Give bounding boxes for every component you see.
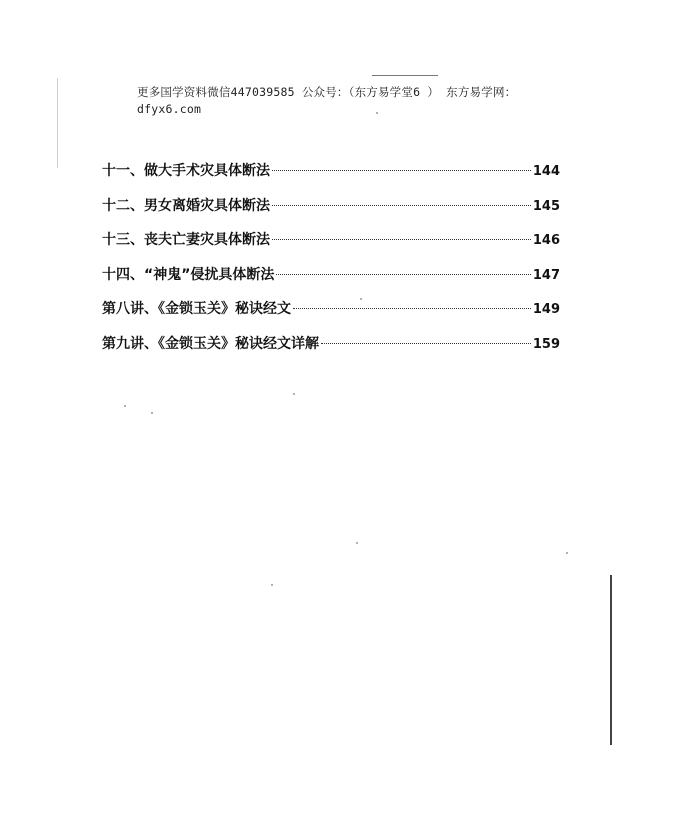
toc-entry-page: 144 [532,164,560,179]
toc-entry [102,195,560,230]
toc-entry [102,229,560,264]
toc-entry-title: 十一、做大手术灾具体断法 [102,163,270,179]
toc-entry-title: 第九讲、《金锁玉关》秘诀经文详解 [102,335,319,352]
scan-edge-right [610,575,612,745]
toc-entry-page: 159 [532,336,560,352]
toc-leader-dots [321,343,531,344]
toc-leader-dots [293,308,531,309]
toc-entry [102,264,560,299]
scan-edge-left [57,78,58,168]
toc-leader-dots [276,274,530,275]
scan-speck [376,112,378,114]
scan-speck [356,542,358,544]
toc-entry-title: 第八讲、《金锁玉关》秘诀经文 [102,301,291,317]
scan-speck [271,584,273,586]
scan-speck [151,412,153,414]
watermark-line-2: dfyx6.com [137,102,202,116]
toc-entry-title: 十四、“神鬼”侵扰具体断法 [102,266,275,283]
toc-entry-page: 147 [532,267,560,283]
top-rule [372,75,438,76]
toc-entry-page: 149 [532,302,560,317]
scan-speck [124,405,126,407]
toc-leader-dots [272,239,531,240]
scan-speck [293,393,295,395]
toc-entry-page: 146 [532,233,560,248]
toc-entry [102,298,560,333]
toc-entry [102,333,560,368]
watermark-line-1: 更多国学资料微信447039585 公众号：（东方易学堂6 ） 东方易学网： [137,85,517,99]
table-of-contents [102,160,560,367]
toc-leader-dots [272,170,531,171]
toc-entry-title: 十三、丧夫亡妻灾具体断法 [102,232,270,248]
scan-speck [566,552,568,554]
toc-entry-page: 145 [532,198,560,214]
toc-entry-title: 十二、男女离婚灾具体断法 [102,197,270,214]
toc-leader-dots [272,205,531,206]
toc-entry [102,160,560,195]
scan-speck [360,298,362,300]
watermark-header [137,84,577,118]
